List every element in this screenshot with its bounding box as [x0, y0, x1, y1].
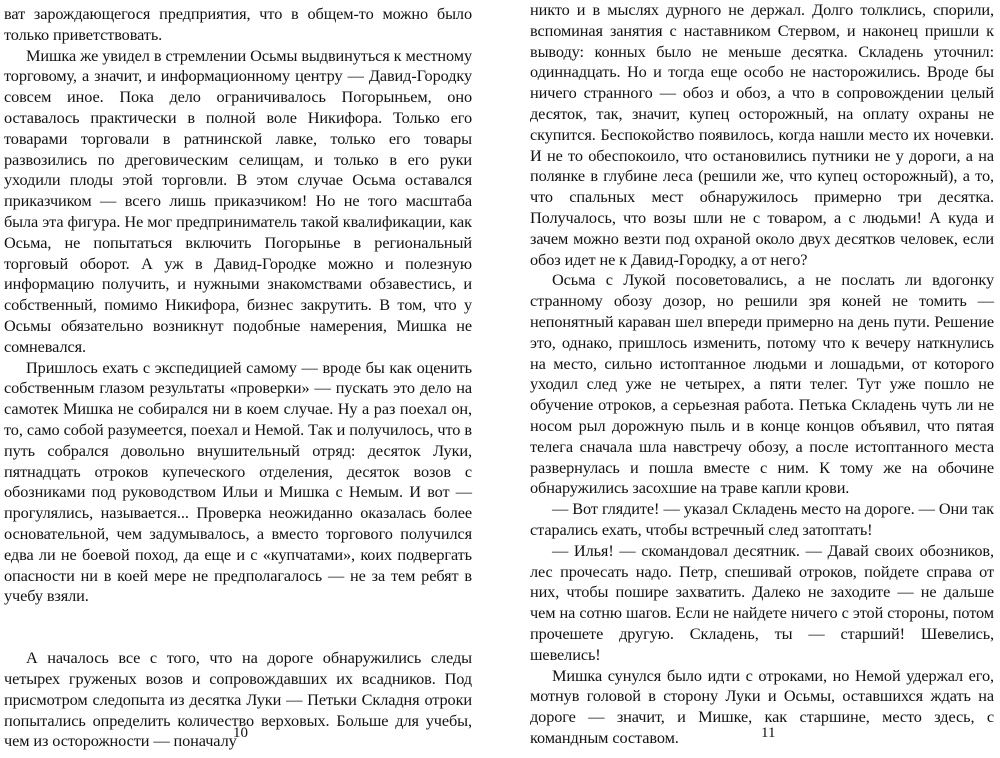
paragraph: Мишка же увидел в стремлении Осьмы выдвинуться к местному торговому, а значит, и информационному центру — Давид-Городку совсем иное. Пока дело ограничивалось Погорыньем, оно оставалось практически в полной воле Никифора. Только его товарами торговали в ратнинской лавке, только его товары развозились по дреговическим селищам, и только в его руки уходили плоды этой торговли. В этом случае Осьма оставался приказчиком — всего лишь приказчиком! Но не того масштаба была эта фигура. Не мог предприниматель такой квалификации, как Осьма, не попытаться включить Погорынье в региональный торговый оборот. А уж в Давид-Городке можно и полезную информацию получить, и нужными знакомствами обзавестись, и собственный, помимо Никифора, бизнес закрутить. В том, что у Осьмы обязательно возникнут подобные намерения, Мишка не сомневался.	[4, 45, 472, 356]
page-gutter	[494, 0, 498, 758]
paragraph: Мишка сунулся было идти с отроками, но Немой удержал его, мотнув головой в сторону Луки и Осьмы, оставшихся ждать на дороге — значит, и Мишке, как старшине, место здесь, с командным составом.	[530, 665, 994, 747]
page-number: 10	[233, 725, 248, 741]
paragraph: — Вот глядите! — указал Складень место на дороге. — Они так старались ехать, чтобы встречный след затоптать!	[530, 499, 994, 539]
paragraph: А началось все с того, что на дороге обнаружились следы четырех груженых возов и сопровождавших их всадников. Под присмотром следопыта из десятка Луки — Петьки Складня отроки попытались определить количество верховых. Больше для учебы, чем из осторожности — поначалу	[4, 648, 472, 751]
paragraph: — Илья! — скомандовал десятник. — Давай своих обозников, лес прочесать надо. Петр, спешивай отроков, пойдете справа от них, чтобы пошире захватить. Далеко не заходите — не дальше чем на сотню шагов. Если не найдете ничего с этой стороны, потом прочешете другую. Складень, ты — старший! Шевелись, шевелись!	[530, 540, 994, 664]
paragraph: Пришлось ехать с экспедицией самому — вроде бы как оценить собственным глазом результаты «проверки» — пускать это дело на самотек Мишка не собирался ни в коем случае. Ну а раз поехал он, то, само собой разумеется, поехал и Немой. Так и получилось, что в путь собрался довольно внушительный отряд: десяток Луки, пятнадцать отроков купеческого отделения, десяток возов с обозниками под руководством Ильи и Мишка с Немым. И вот — прогулялись, называется... Проверка неожиданно оказалась более основательной, чем задумывалось, а вместо торгового получился едва ли не боевой поход, да еще и с «купчатами», коих подвергать опасности ни в коей мере не предполагалось — не за тем ребят в учебу взяли.	[4, 357, 472, 606]
right-page	[520, 0, 998, 758]
paragraph: ват зарождающегося предприятия, что в общем-то можно было только приветствовать.	[4, 4, 472, 44]
paragraph: Осьма с Лукой посоветовались, а не послать ли вдогонку странному обозу дозор, но решили зря коней не томить — непонятный караван шел впереди примерно на день пути. Решение это, однако, пришлось изменить, потому что к вечеру наткнулись на место, сильно истоптанное людьми и лошадьми, от которого уходил след уже не четырех, а пяти телег. Тут уже пошло не обучение отроков, а серьезная работа. Петька Складень чуть ли не носом рыл дорожную пыль и в конце концов объявил, что пятая телега сначала шла навстречу обозу, а после истоптанного места развернулась и пошла вместе с ним. К тому же на обочине обнаружились засохшие на траве капли крови.	[530, 270, 994, 498]
page-number: 11	[761, 725, 776, 741]
paragraph: никто и в мыслях дурного не держал. Долго толклись, спорили, вспоминая занятия с наставником Стервом, и наконец пришли к выводу: конных было не меньше десятка. Складень уточнил: одиннадцать. Но и тогда еще особо не насторожились. Вроде бы ничего странного — обоз и обоз, а что в сопровождении целый десяток, так, значит, купец осторожный, на оплату охраны не скупится. Беспокойство появилось, когда нашли место их ночевки. И не то обеспокоило, что остановились путники не у дороги, а на полянке в глубине леса (решили же, что купец осторожный), а то, что спальных мест обнаружилось примерно три десятка. Получалось, что возы шли не с товаром, а с людьми! А куда и зачем можно везти под охраной около двух десятков человек, если обоз идет не к Давид-Городку, а от него?	[530, 0, 994, 269]
left-page	[0, 0, 478, 758]
